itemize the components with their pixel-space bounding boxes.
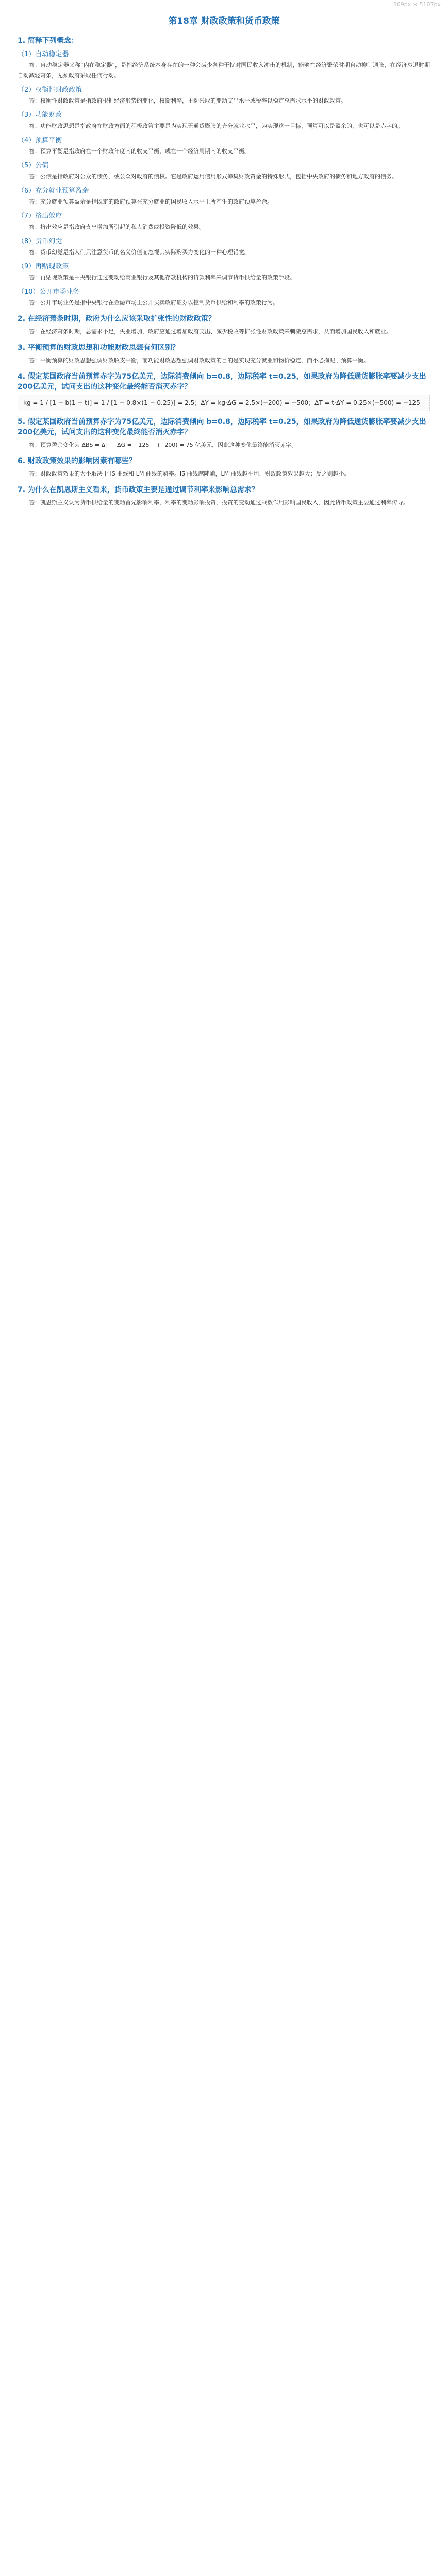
concept-answer: 答：功能财政思想是指政府在财政方面的积极政策主要是为实现无通货膨胀的充分就业水平，为实现这一目标，预算可以是盈余的，也可以是赤字的。	[29, 123, 403, 129]
concept-answer: 答：再贴现政策是中央银行通过变动给商业银行及其他存款机构的贷款利率来调节货币供给量的政策手段。	[29, 274, 295, 281]
concept-subheading: （10）公开市场业务	[18, 288, 80, 296]
section-answer: 答：预算盈余变化为 ΔBS = ΔT − ΔG = −125 − (−200) = 75 亿美元，因此这种变化最终能消灭赤字。	[29, 442, 297, 448]
concept-answer: 答：权衡性财政政策是指政府根据经济形势的变化，权衡利弊，主动采取的变动支出水平或税率以稳定总需求水平的财政政策。	[29, 97, 346, 104]
concept-answer: 答：挤出效应是指政府支出增加所引起的私人消费或投资降低的效果。	[29, 224, 205, 230]
top-meta: 869px × 5107px	[393, 1, 441, 8]
formula-block: kg = 1 / [1 − b(1 − t)] = 1 / [1 − 0.8×(1 − 0.25)] = 2.5；ΔY = kg·ΔG = 2.5×(−200) = −500；ΔT = t·ΔY = 0.25×(−500) = −125	[18, 395, 430, 411]
concept-answer: 答：公开市场业务是指中央银行在金融市场上公开买卖政府证券以控制货币供给和利率的政策行为。	[29, 299, 278, 306]
concept-subheading: （4）预算平衡	[18, 137, 62, 144]
concept-answer: 答：充分就业预算盈余是指既定的政府预算在充分就业的国民收入水平上所产生的政府预算盈余。	[29, 198, 273, 205]
concept-answer: 答：货币幻觉是指人们只注意货币的名义价值而忽视其实际购买力变化的一种心理错觉。	[29, 249, 250, 256]
section-answer: 答：平衡预算的财政思想强调财政收支平衡，而功能财政思想强调财政政策的目的是实现充分就业和物价稳定，而不必拘泥于预算平衡。	[29, 357, 369, 364]
concept-subheading: （5）公债	[18, 162, 49, 170]
concept-subheading: （1）自动稳定器	[18, 50, 69, 58]
concept-answer: 答：自动稳定器又称“内在稳定器”，是指经济系统本身存在的一种会减少各种干扰对国民收入冲击的机制，能够在经济繁荣时期自动抑制通胀，在经济衰退时期自动减轻萧条，无须政府采取任何行动。	[18, 62, 430, 79]
section-heading: 5. 假定某国政府当前预算赤字为75亿美元，边际消费倾向 b=0.8，边际税率 t=0.25，如果政府为降低通货膨胀率要减少支出200亿美元，试问支出的这种变化最终能否消灭赤字？	[18, 418, 426, 436]
concept-subheading: （9）再贴现政策	[18, 263, 69, 270]
section-heading: 7. 为什么在凯恩斯主义看来，货币政策主要是通过调节利率来影响总需求？	[18, 486, 259, 494]
concept-subheading: （6）充分就业预算盈余	[18, 187, 89, 195]
concept-answer: 答：预算平衡是指政府在一个财政年度内的收支平衡，或在一个经济周期内的收支平衡。	[29, 148, 250, 155]
section-heading: 3. 平衡预算的财政思想和功能财政思想有何区别？	[18, 344, 179, 352]
section-answer: 答：在经济萧条时期，总需求不足，失业增加，政府应通过增加政府支出、减少税收等扩张性财政政策来刺激总需求，从而增加国民收入和就业。	[29, 328, 392, 335]
section-heading: 1. 简释下列概念：	[18, 37, 78, 45]
concept-subheading: （3）功能财政	[18, 111, 62, 119]
section-answer: 答：财政政策效果的大小取决于 IS 曲线和 LM 曲线的斜率。IS 曲线越陡峭，LM 曲线越平坦，财政政策效果越大；反之则越小。	[29, 470, 350, 477]
section-answer: 答：凯恩斯主义认为货币供给量的变动首先影响利率，利率的变动影响投资，投资的变动通过乘数作用影响国民收入，因此货币政策主要通过利率传导。	[29, 499, 409, 506]
concept-subheading: （2）权衡性财政政策	[18, 86, 82, 94]
section-heading: 2. 在经济萧条时期，政府为什么应该采取扩张性的财政政策？	[18, 315, 215, 323]
section-heading: 4. 假定某国政府当前预算赤字为75亿美元，边际消费倾向 b=0.8，边际税率 t=0.25，如果政府为降低通货膨胀率要减少支出200亿美元，试问支出的这种变化最终能否消灭赤字？	[18, 372, 426, 391]
section-heading: 6. 财政政策效果的影响因素有哪些？	[18, 457, 136, 465]
concept-answer: 答：公债是指政府对公众的债务，或公众对政府的债权。它是政府运用信用形式筹集财政资金的特殊形式，包括中央政府的债务和地方政府的债务。	[29, 173, 397, 180]
document-body	[18, 30, 430, 510]
concept-subheading: （7）挤出效应	[18, 212, 62, 220]
page-title: 第18章 财政政策和货币政策	[168, 16, 280, 26]
concept-subheading: （8）货币幻觉	[18, 238, 62, 245]
